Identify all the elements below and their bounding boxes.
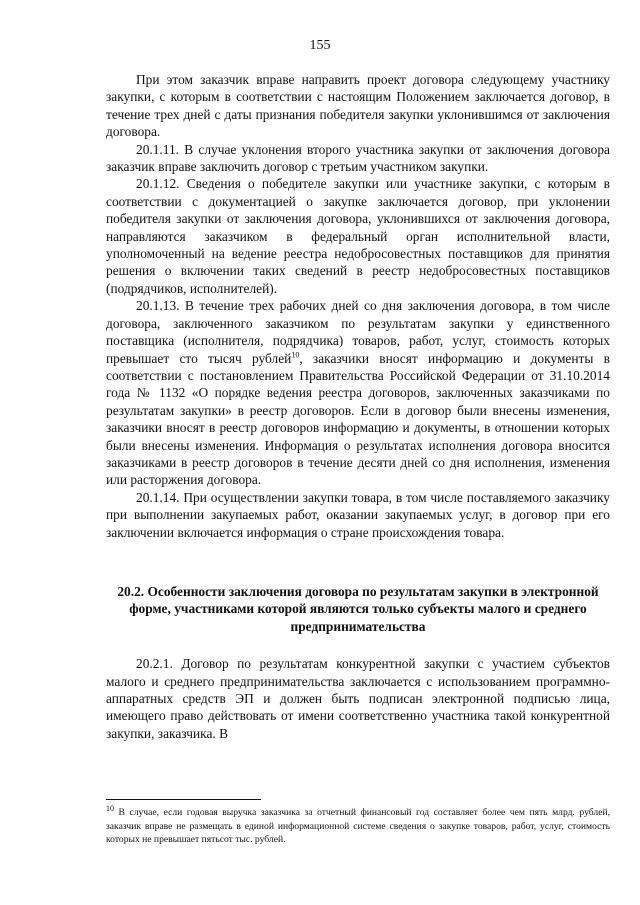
paragraph-20-1-13: [106, 297, 610, 488]
footnote: [106, 803, 610, 847]
paragraph-text: Сведения о победителе закупки или участнике закупки, с которым в соответствии с документацией о закупке заключается договор, при уклонении победителя закупки от заключения договора, уклонившихся от заключения договора, направляются заказчиком в федеральный орган исполнительной власти, уполномоченный на ведение реестра недобросовестных поставщиков для принятия решения о включении таких сведений в реестр недобросовестных поставщиков (подрядчиков, исполнителей).: [106, 176, 610, 296]
section-heading: 20.2. Особенности заключения договора по результатам закупки в электронной форме, участниками которой являются только субъекты малого и среднего предпринимательства: [117, 583, 599, 634]
clause-number: 20.2.1.: [136, 656, 173, 672]
clause-number: 20.1.13.: [136, 298, 180, 314]
footnote-reference[interactable]: 10: [291, 350, 300, 360]
paragraph-20-2-1: [106, 655, 610, 742]
paragraph-20-1-14: [106, 489, 610, 541]
paragraph-text: При осуществлении закупки товара, в том числе поставляемого заказчику при выполнении закупаемых работ, оказании закупаемых услуг, в договор при его заключении включается информация о стране происхождения товара.: [106, 489, 610, 540]
paragraph-text: Договор по результатам конкурентной закупки с участием субъектов малого и среднего предпринимательства заключается с использованием программно-аппаратных средств ЭП и должен быть подписан электронной подписью лица, имеющего право действовать от имени соответственно участника такой конкурентной закупки, заказчика. В: [106, 656, 610, 741]
paragraph-20-1-12: [106, 175, 610, 297]
paragraph-text: В случае уклонения второго участника закупки от заключения договора заказчик вправе заключить договор с третьим участником закупки.: [106, 141, 610, 175]
paragraph-text-continued: , заказчики вносят информацию и документы в соответствии с постановлением Правительства Российской Федерации от 31.10.2014 года № 1132 «О порядке ведения реестра договоров, заключенных заказчиками по результатам закупки» в реестр договоров. Если в договор были внесены изменения, заказчики вносят в реестр договоров информацию и документы, в отношении которых были внесены изменения. Информация о результатах исполнения договора вносится заказчиками в реестр договоров в течение десяти дней со дня исполнения, изменения или расторжения договора.: [106, 350, 610, 488]
page-number: 155: [309, 38, 331, 53]
clause-number: 20.1.12.: [136, 176, 180, 192]
paragraph-text: При этом заказчик вправе направить проект договора следующему участнику закупки, с которым в соответствии с настоящим Положением заключается договор, в течение трех дней с даты признания победителя закупки уклонившимся от заключения договора.: [106, 72, 610, 140]
paragraph: [106, 71, 610, 141]
paragraph-text: В течение трех рабочих дней со дня заключения договора, в том числе договора, заключенного заказчиком по результатам закупки у единственного поставщика (исполнителя, подрядчика) товаров, работ, услуг, стоимость которых превышает сто тысяч рублей: [106, 298, 610, 366]
clause-number: 20.1.11.: [136, 141, 180, 157]
footnote-marker: 10: [106, 803, 114, 813]
body-text: [106, 71, 610, 742]
clause-number: 20.1.14.: [136, 489, 180, 505]
footnote-divider: [106, 799, 261, 800]
paragraph-20-1-11: [106, 141, 610, 176]
footnote-text: В случае, если годовая выручка заказчика за отчетный финансовый год составляет более чем пять млрд. рублей, заказчик вправе не размещать в единой информационной системе сведения о закупке товаров, работ, услуг, стоимость которых не превышает пятьсот тыс. рублей.: [106, 807, 610, 846]
